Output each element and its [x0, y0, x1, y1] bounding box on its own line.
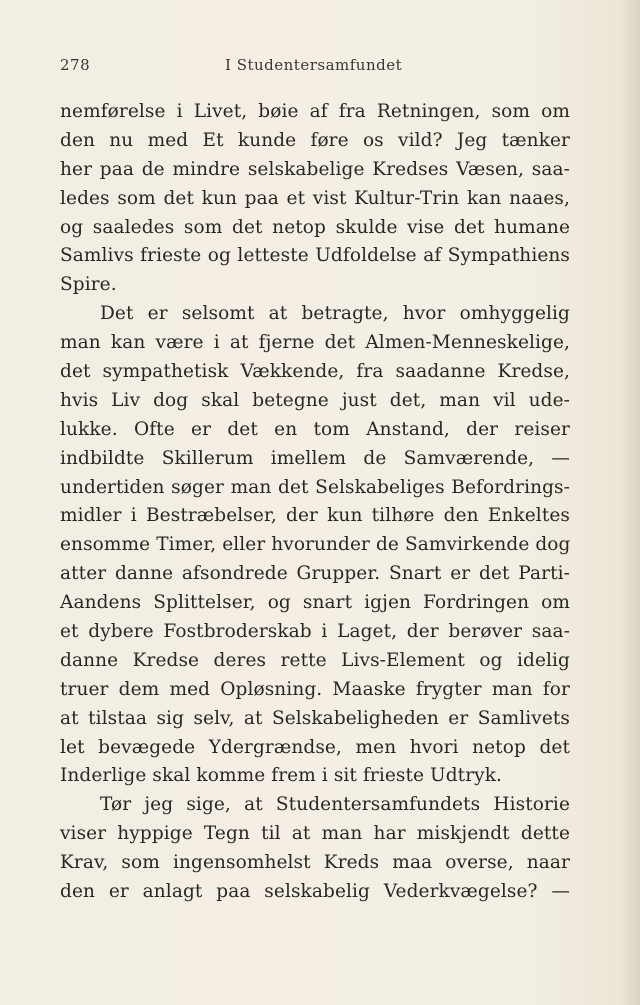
text-line: det sympathetisk Vækkende, fra saadanne Kredse, — [60, 361, 570, 383]
text-line: Spire. — [60, 274, 117, 296]
text-line: lukke. Ofte er det en tom Anstand, der reiser — [60, 418, 570, 440]
text-line: Inderlige skal komme frem i sit frieste Udtryk. — [60, 765, 503, 787]
page-header — [60, 56, 570, 80]
text-line: ensomme Timer, eller hvorunder de Samvirkende dog — [60, 534, 571, 556]
text-line: danne Kredse deres rette Livs-Element og idelig — [60, 649, 570, 671]
text-line: at tilstaa sig selv, at Selskabeligheden er Samlivets — [60, 707, 570, 729]
text-line: viser hyppige Tegn til at man har miskjendt dette — [60, 823, 570, 845]
page-number: 278 — [60, 56, 91, 74]
text-line: man kan være i at fjerne det Almen-Menneskelige, — [60, 332, 570, 354]
text-line: den nu med Et kunde føre os vild? Jeg tænker — [60, 129, 570, 151]
text-line: Det er selsomt at betragte, hvor omhyggelig — [100, 303, 570, 325]
text-line: Krav, som ingensomhelst Kreds maa overse, naar — [60, 852, 570, 874]
running-head: I Studentersamfundet — [225, 56, 403, 74]
text-line: undertiden søger man det Selskabeliges Befordrings- — [60, 476, 570, 498]
text-line: ledes som det kun paa et vist Kultur-Trin kan naaes, — [60, 187, 570, 209]
text-line: truer dem med Opløsning. Maaske frygter man for — [60, 678, 570, 700]
body-text — [60, 98, 570, 907]
text-line: hvis Liv dog skal betegne just det, man vil ude- — [60, 389, 570, 411]
text-line: atter danne afsondrede Grupper. Snart er det Parti- — [60, 563, 570, 585]
text-line: midler i Bestræbelser, der kun tilhøre den Enkeltes — [60, 505, 570, 527]
text-line: den er anlagt paa selskabelig Vederkvægelse? — — [60, 881, 570, 903]
text-line: let bevægede Ydergrændse, men hvori netop det — [60, 736, 570, 758]
text-line: indbildte Skillerum imellem de Samværende, — — [60, 447, 570, 469]
text-line: Samlivs frieste og letteste Udfoldelse af Sympathiens — [60, 245, 570, 267]
text-line: her paa de mindre selskabelige Kredses Væsen, saa- — [60, 158, 570, 180]
text-line: nemførelse i Livet, bøie af fra Retningen, som om — [60, 101, 570, 122]
text-line: Tør jeg sige, at Studentersamfundets Historie — [100, 794, 570, 816]
text-line: og saaledes som det netop skulde vise det humane — [60, 216, 570, 238]
text-line: Aandens Splittelser, og snart igjen Fordringen om — [60, 592, 570, 614]
text-line: et dybere Fostbroderskab i Laget, der berøver saa- — [60, 621, 570, 643]
